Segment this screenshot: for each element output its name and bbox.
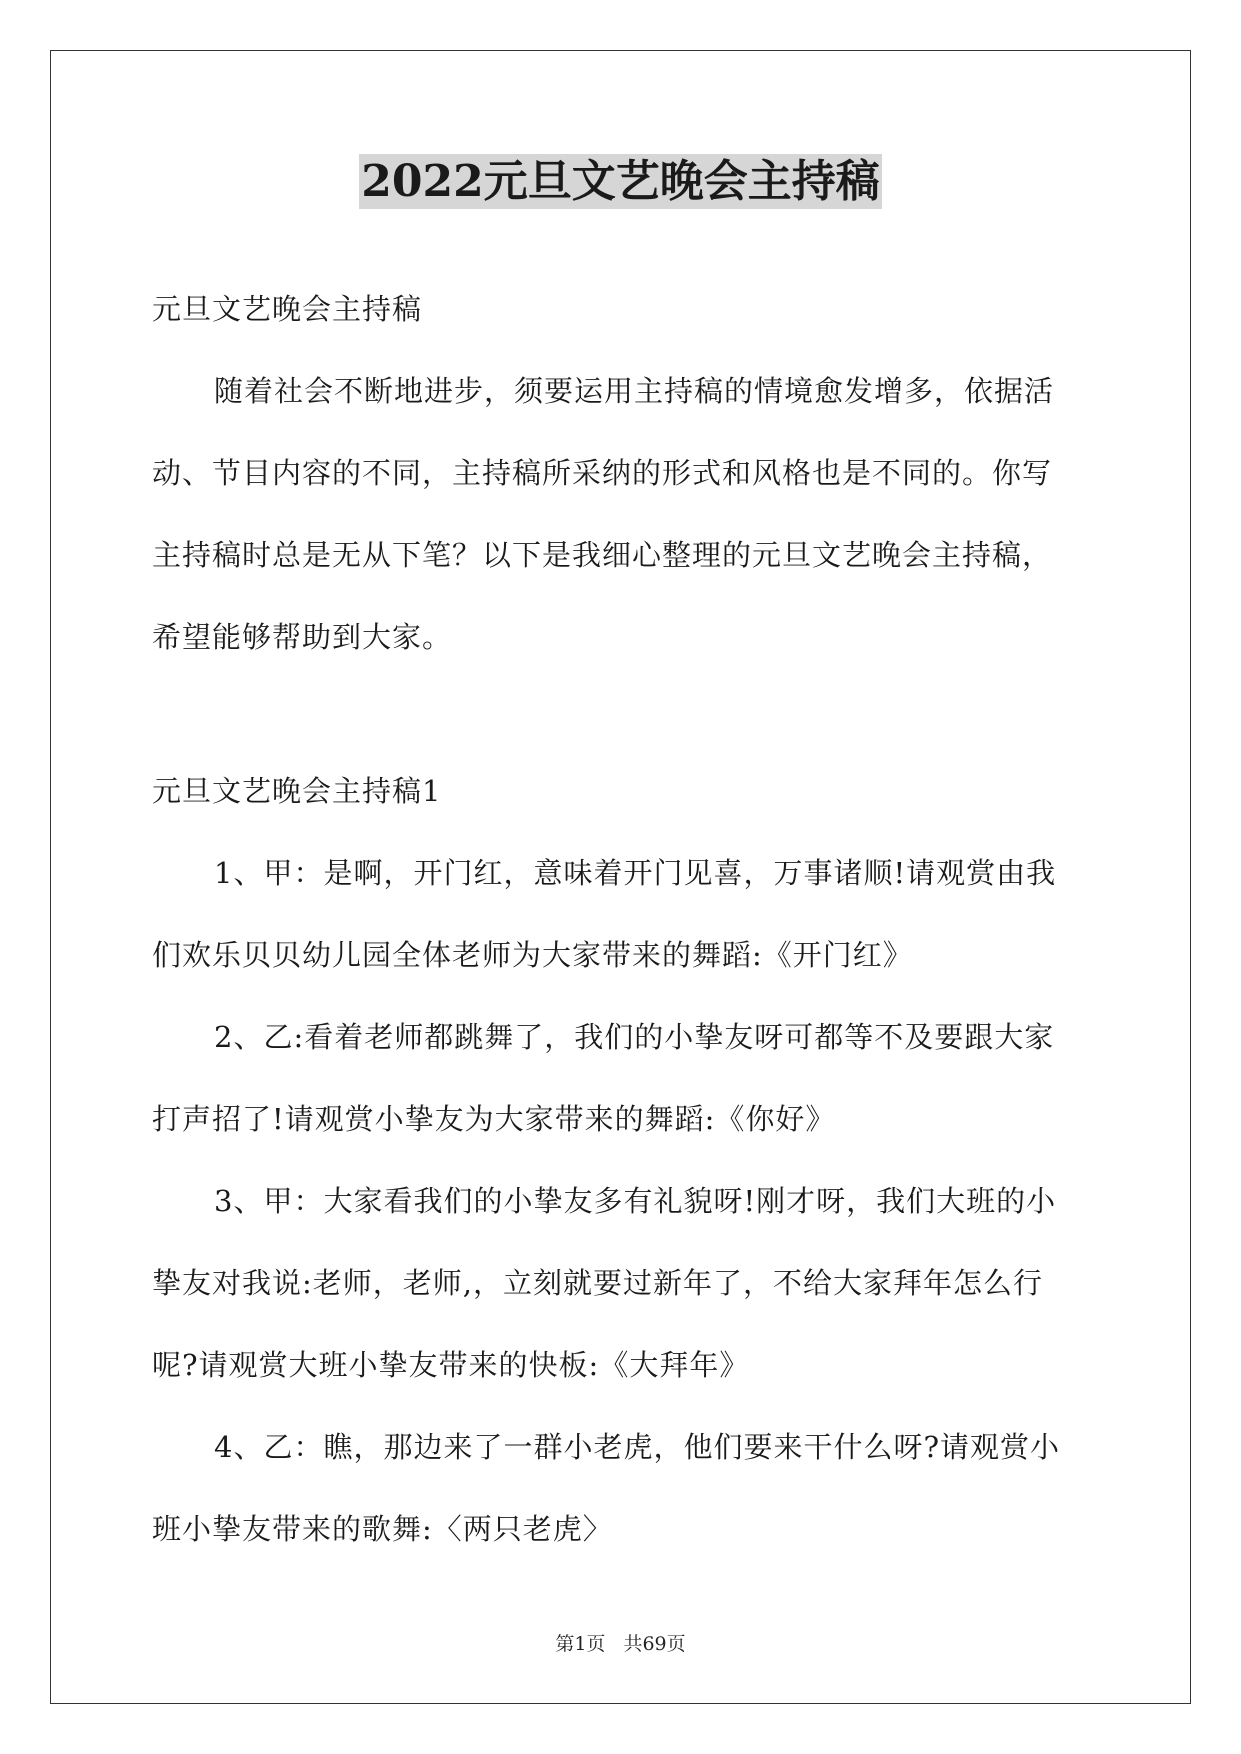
document-body bbox=[152, 268, 1092, 1570]
item-line: 打声招了!请观赏小挚友为大家带来的舞蹈:《你好》 bbox=[152, 1102, 836, 1136]
document-title-text: 2022元旦文艺晚会主持稿 bbox=[361, 156, 880, 207]
item-line: 1、甲：是啊，开门红，意味着开门见喜，万事诸顺!请观赏由我 bbox=[214, 856, 1057, 890]
item-line: 挚友对我说:老师，老师,，立刻就要过新年了，不给大家拜年怎么行 bbox=[152, 1266, 1043, 1300]
intro-line: 希望能够帮助到大家。 bbox=[152, 620, 453, 654]
item-line: 4、乙：瞧，那边来了一群小老虎，他们要来干什么呀?请观赏小 bbox=[214, 1430, 1060, 1464]
intro-line: 动、节目内容的不同，主持稿所采纳的形式和风格也是不同的。你写 bbox=[152, 456, 1053, 490]
item-line: 呢?请观赏大班小挚友带来的快板:《大拜年》 bbox=[152, 1348, 750, 1382]
page-number-current: 第1页 bbox=[555, 1633, 606, 1655]
section-heading: 元旦文艺晚会主持稿1 bbox=[152, 774, 442, 808]
intro-line: 随着社会不断地进步，须要运用主持稿的情境愈发增多，依据活 bbox=[214, 374, 1055, 408]
section-spacer bbox=[152, 678, 1092, 750]
page-footer bbox=[0, 1631, 1241, 1657]
intro-line: 主持稿时总是无从下笔？以下是我细心整理的元旦文艺晚会主持稿， bbox=[152, 538, 1053, 572]
item-line: 班小挚友带来的歌舞:〈两只老虎〉 bbox=[152, 1512, 613, 1546]
document-title bbox=[0, 152, 1241, 212]
item-line: 3、甲：大家看我们的小挚友多有礼貌呀!刚才呀，我们大班的小 bbox=[214, 1184, 1057, 1218]
page-number-total: 共69页 bbox=[623, 1633, 686, 1655]
document-subtitle: 元旦文艺晚会主持稿 bbox=[152, 292, 423, 326]
item-line: 们欢乐贝贝幼儿园全体老师为大家带来的舞蹈:《开门红》 bbox=[152, 938, 913, 972]
item-line: 2、乙:看着老师都跳舞了，我们的小挚友呀可都等不及要跟大家 bbox=[214, 1020, 1055, 1054]
